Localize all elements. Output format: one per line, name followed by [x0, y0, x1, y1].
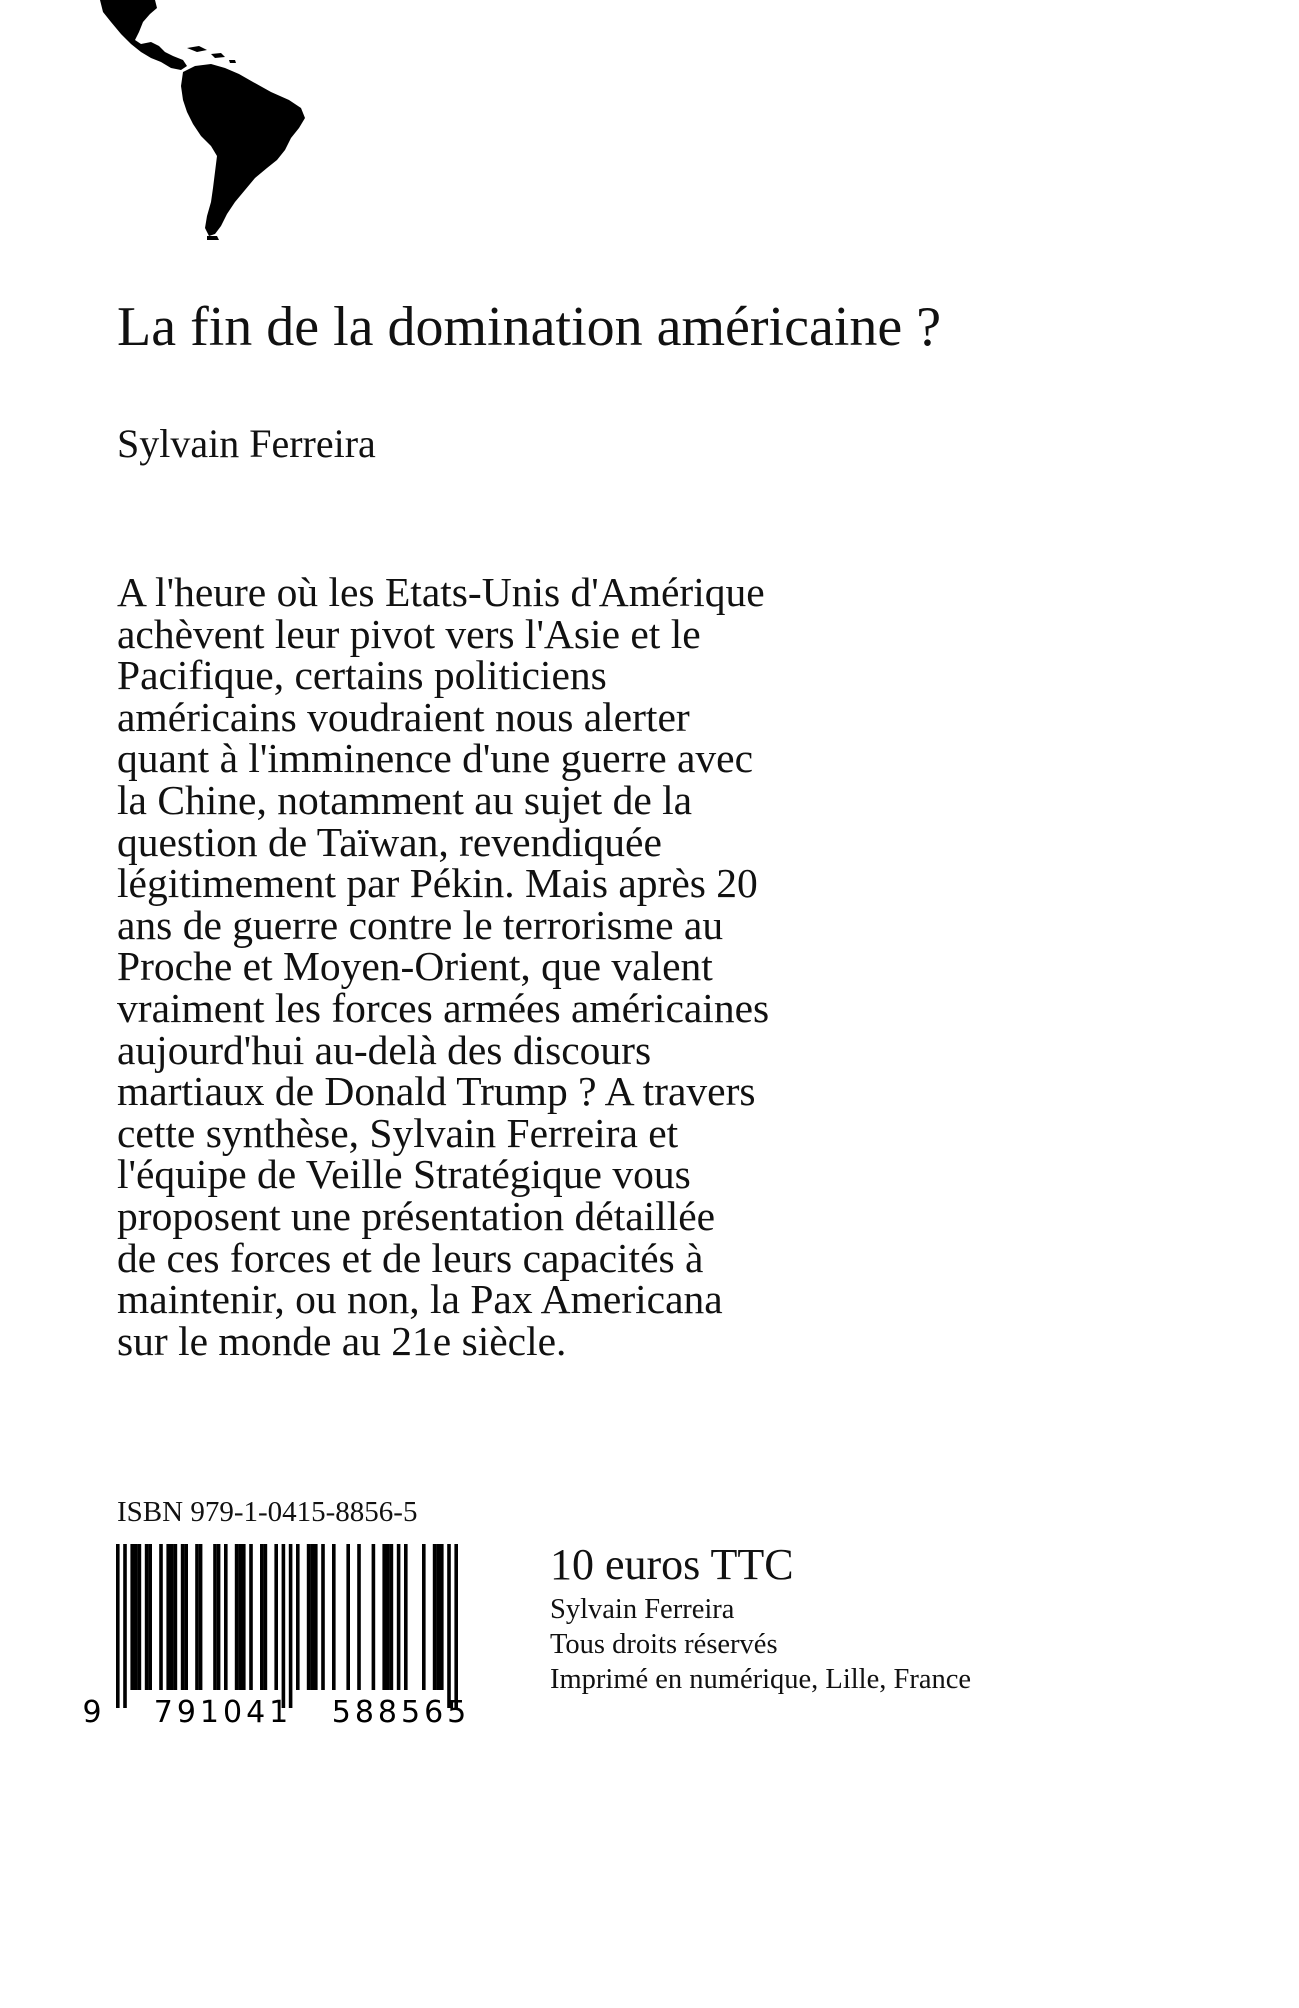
isbn-label: ISBN 979-1-0415-8856-5 — [117, 1496, 418, 1528]
barcode-bar — [138, 1544, 142, 1690]
publisher-author: Sylvain Ferreira — [550, 1594, 735, 1625]
barcode-bar — [332, 1544, 336, 1690]
barcode-bar — [238, 1544, 242, 1690]
barcode-bar — [433, 1544, 437, 1690]
barcode-bar — [346, 1544, 350, 1690]
barcode-bar — [181, 1544, 185, 1690]
summary-line: A l'heure où les Etats-Unis d'Amérique — [117, 569, 765, 615]
barcode-first-digit: 9 — [82, 1695, 102, 1726]
barcode-bar — [170, 1544, 174, 1690]
print-location: Imprimé en numérique, Lille, France — [550, 1664, 972, 1695]
barcode-bar — [386, 1544, 390, 1690]
barcode-bar — [159, 1544, 163, 1690]
barcode-bar — [440, 1544, 444, 1690]
summary-line: question de Taïwan, revendiquée — [117, 818, 662, 865]
rights-notice: Tous droits réservés — [550, 1629, 778, 1660]
barcode-bar — [264, 1544, 268, 1690]
americas-map-icon — [95, 0, 325, 240]
barcode-bar — [242, 1544, 246, 1690]
summary-line: proposent une présentation détaillée — [117, 1192, 716, 1239]
summary-line: martiaux de Donald Trump ? A travers — [117, 1068, 756, 1115]
barcode-bar — [397, 1544, 401, 1690]
book-title: La fin de la domination américaine ? — [117, 296, 942, 358]
barcode-bar — [422, 1544, 426, 1690]
barcode-bar — [166, 1544, 170, 1690]
summary-line: ans de guerre contre le terrorisme au — [117, 901, 724, 948]
barcode-bar — [260, 1544, 264, 1690]
barcode-bar — [195, 1544, 199, 1690]
barcode-bar — [307, 1544, 311, 1690]
barcode-bar — [296, 1544, 300, 1690]
price: 10 euros TTC — [550, 1540, 794, 1589]
barcode-bar — [289, 1544, 293, 1708]
barcode-bar — [174, 1544, 178, 1690]
barcode-bar — [249, 1544, 253, 1690]
barcode-bar — [184, 1544, 188, 1690]
price-block — [550, 1538, 971, 1697]
barcode-bar — [390, 1544, 394, 1690]
summary-line: américains voudraient nous alerter — [117, 693, 690, 740]
summary-line: de ces forces et de leurs capacités à — [117, 1234, 704, 1281]
summary-line: maintenir, ou non, la Pax Americana — [117, 1276, 723, 1323]
summary-line: la Chine, notamment au sujet de la — [117, 776, 693, 823]
barcode-bar — [130, 1544, 134, 1690]
barcode-bar — [282, 1544, 286, 1708]
barcode-bar — [235, 1544, 239, 1690]
barcode-bar — [321, 1544, 325, 1690]
summary-line: Proche et Moyen-Orient, que valent — [117, 943, 713, 990]
summary-line: vraiment les forces armées américaines — [117, 984, 770, 1031]
summary-line: sur le monde au 21e siècle. — [117, 1317, 567, 1364]
barcode-bar — [199, 1544, 203, 1690]
barcode-bar — [310, 1544, 314, 1690]
barcode-bar — [148, 1544, 152, 1690]
barcode-bar — [213, 1544, 217, 1690]
summary-line: achèvent leur pivot vers l'Asie et le — [117, 610, 701, 657]
barcode-left-digits: 791041 — [153, 1695, 293, 1726]
barcode-bars — [116, 1544, 458, 1708]
summary-line: aujourd'hui au-delà des discours — [117, 1026, 652, 1073]
barcode-bar — [145, 1544, 149, 1690]
barcode-bar — [436, 1544, 440, 1690]
barcode-bar — [217, 1544, 221, 1690]
summary-line: légitimement par Pékin. Mais après 20 — [117, 860, 758, 907]
barcode-bar — [454, 1544, 458, 1708]
barcode-bar — [123, 1544, 127, 1708]
barcode-bar — [274, 1544, 278, 1690]
book-author: Sylvain Ferreira — [117, 421, 376, 466]
summary-line: l'équipe de Veille Stratégique vous — [117, 1151, 691, 1198]
barcode-bar — [382, 1544, 386, 1690]
isbn-barcode — [78, 1540, 488, 1726]
barcode-bar — [134, 1544, 138, 1690]
summary-line: quant à l'imminence d'une guerre avec — [117, 735, 754, 782]
barcode-bar — [357, 1544, 361, 1690]
barcode-right-digits: 588565 — [331, 1695, 471, 1726]
barcode-bar — [224, 1544, 228, 1690]
barcode-bar — [116, 1544, 120, 1708]
barcode-bar — [404, 1544, 408, 1690]
summary-line: cette synthèse, Sylvain Ferreira et — [117, 1109, 679, 1156]
barcode-bar — [372, 1544, 376, 1690]
book-summary — [117, 569, 1037, 1364]
barcode-bar — [314, 1544, 318, 1690]
summary-line: Pacifique, certains politiciens — [117, 652, 607, 699]
barcode-bar — [447, 1544, 451, 1708]
